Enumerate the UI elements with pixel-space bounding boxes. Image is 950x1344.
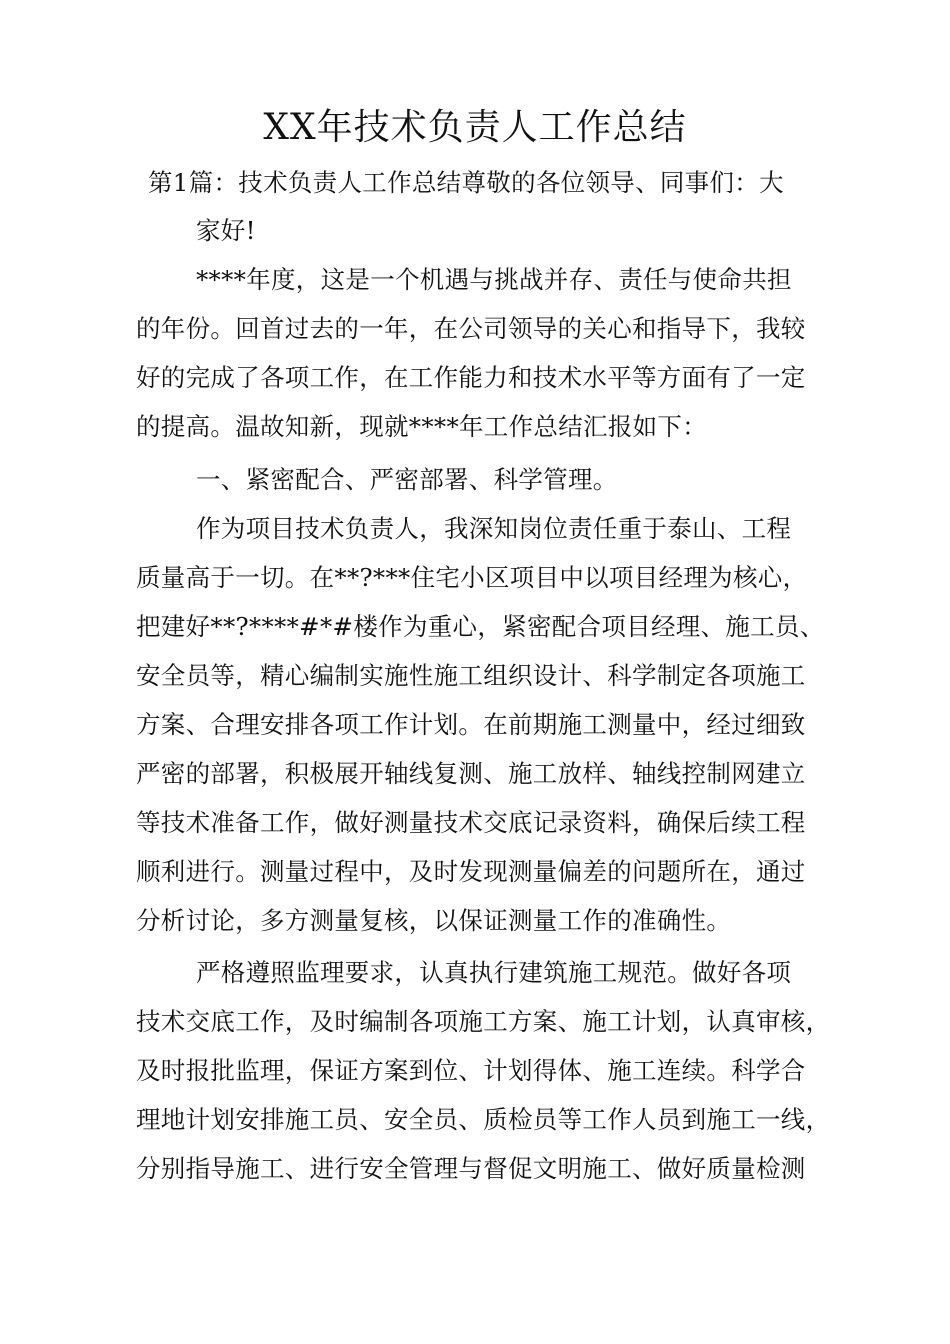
body-line-18: 技术交底工作，及时编制各项施工方案、施工计划，认真审核， xyxy=(136,1007,831,1036)
document-title: XX年技术负责人工作总结 xyxy=(263,107,687,148)
body-line-15: 顺利进行。测量过程中，及时发现测量偏差的问题所在，通过 xyxy=(136,857,806,886)
body-line-3: ****年度，这是一个机遇与挑战并存、责任与使命共担 xyxy=(196,265,792,294)
body-line-21: 分别指导施工、进行安全管理与督促文明施工、做好质量检测 xyxy=(136,1154,806,1183)
body-line-7: 一、紧密配合、严密部署、科学管理。 xyxy=(196,465,618,494)
body-line-5: 好的完成了各项工作，在工作能力和技术水平等方面有了一定 xyxy=(136,363,806,392)
body-line-9: 质量高于一切。在**?***住宅小区项目中以项目经理为核心， xyxy=(136,563,808,592)
body-line-16: 分析讨论，多方测量复核，以保证测量工作的准确性。 xyxy=(136,906,732,935)
body-line-12: 方案、合理安排各项工作计划。在前期施工测量中，经过细致 xyxy=(136,710,806,739)
body-line-13: 严密的部署，积极展开轴线复测、施工放样、轴线控制网建立 xyxy=(136,759,806,788)
body-line-11: 安全员等，精心编制实施性施工组织设计、科学制定各项施工 xyxy=(136,661,806,690)
body-line-20: 理地计划安排施工员、安全员、质检员等工作人员到施工一线， xyxy=(136,1105,831,1134)
body-line-8: 作为项目技术负责人，我深知岗位责任重于泰山、工程 xyxy=(196,514,792,543)
body-line-4: 的年份。回首过去的一年，在公司领导的关心和指导下，我较 xyxy=(136,314,806,343)
body-line-19: 及时报批监理，保证方案到位、计划得体、施工连续。科学合 xyxy=(136,1056,806,1085)
body-line-10: 把建好**?****#*#楼作为重心，紧密配合项目经理、施工员、 xyxy=(136,612,825,641)
body-line-1: 第1篇：技术负责人工作总结尊敬的各位领导、同事们：大 xyxy=(148,168,784,197)
body-line-14: 等技术准备工作，做好测量技术交底记录资料，确保后续工程 xyxy=(136,808,806,837)
body-line-2: 家好! xyxy=(196,216,256,245)
body-line-17: 严格遵照监理要求，认真执行建筑施工规范。做好各项 xyxy=(196,958,792,987)
body-line-6: 的提高。温故知新，现就****年工作总结汇报如下： xyxy=(136,412,707,441)
